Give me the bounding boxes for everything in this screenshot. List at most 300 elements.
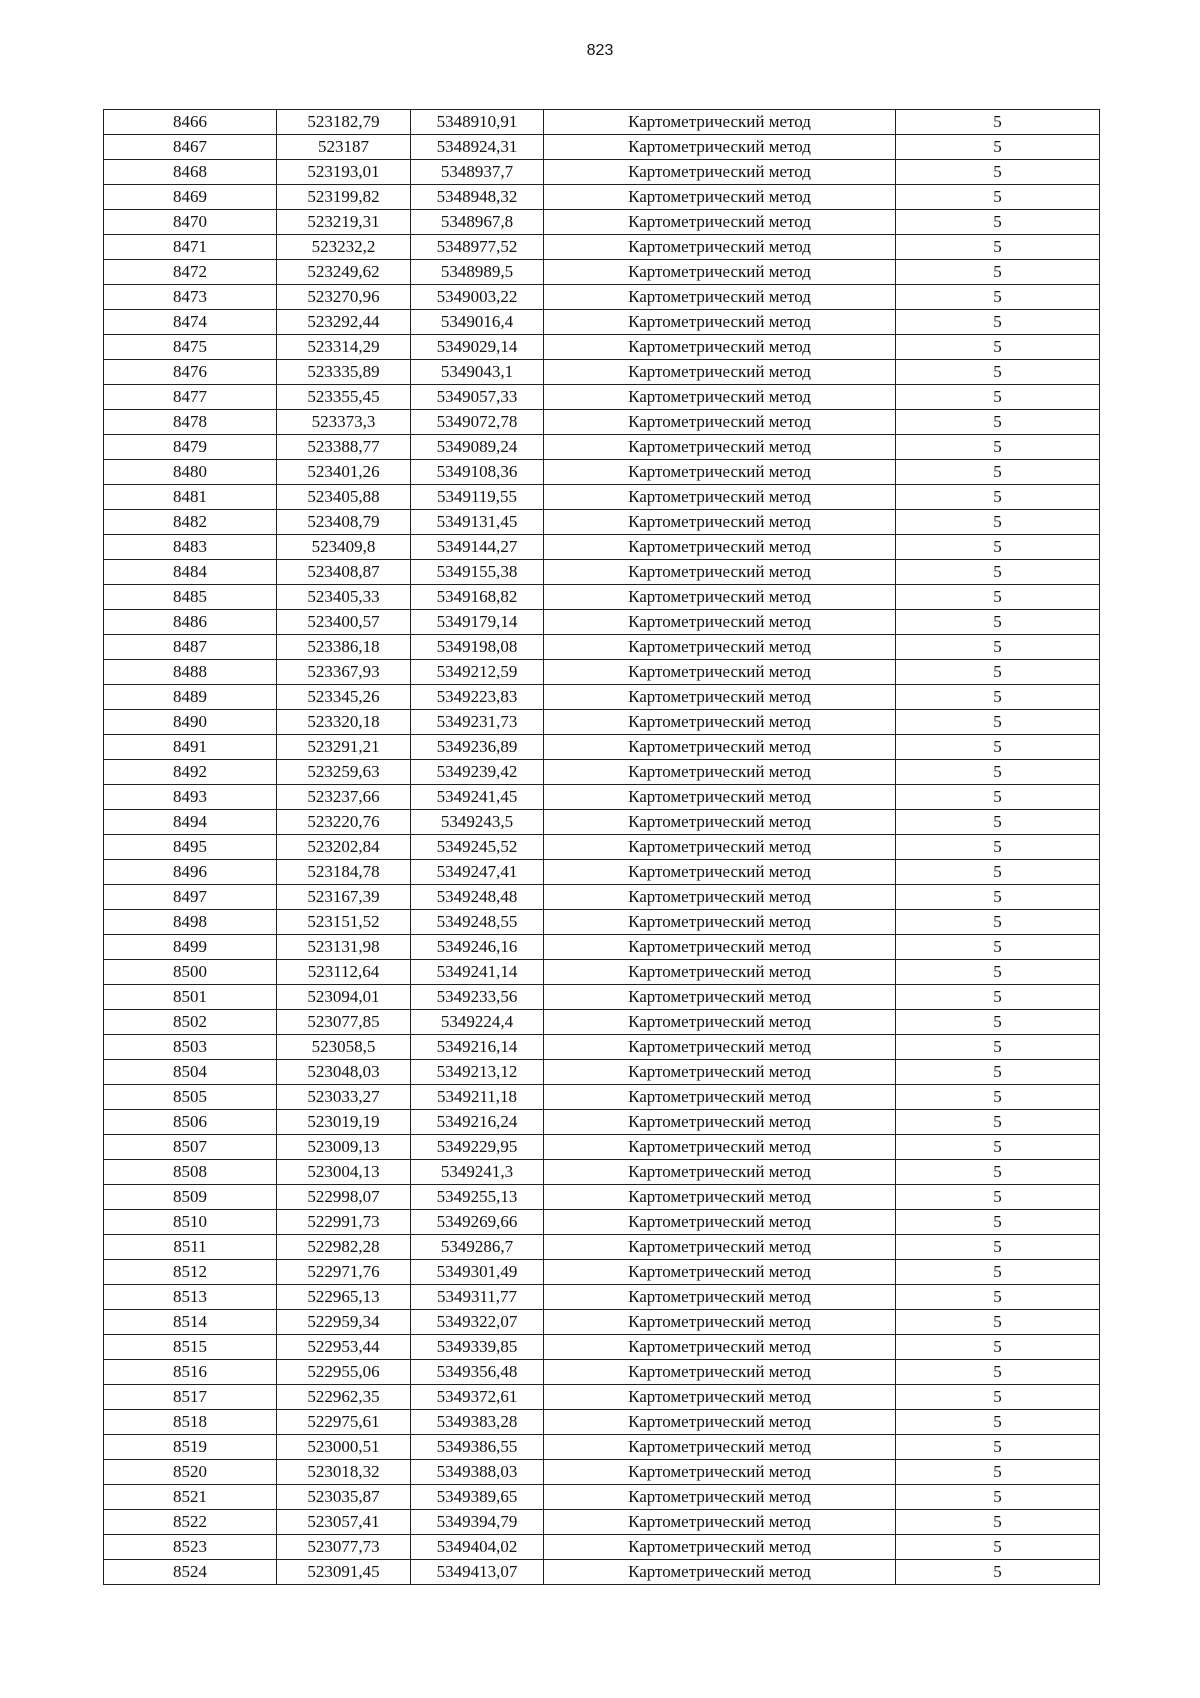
accuracy-cell: 5	[896, 760, 1100, 785]
y-coordinate-cell: 5349223,83	[411, 685, 544, 710]
x-coordinate-cell: 523291,21	[277, 735, 411, 760]
method-cell: Картометрический метод	[544, 1210, 896, 1235]
y-coordinate-cell: 5349301,49	[411, 1260, 544, 1285]
method-cell: Картометрический метод	[544, 835, 896, 860]
point-number-cell: 8512	[104, 1260, 277, 1285]
x-coordinate-cell: 523401,26	[277, 460, 411, 485]
method-cell: Картометрический метод	[544, 985, 896, 1010]
y-coordinate-cell: 5349239,42	[411, 760, 544, 785]
x-coordinate-cell: 523019,19	[277, 1110, 411, 1135]
y-coordinate-cell: 5349311,77	[411, 1285, 544, 1310]
x-coordinate-cell: 523314,29	[277, 335, 411, 360]
accuracy-cell: 5	[896, 1260, 1100, 1285]
point-number-cell: 8507	[104, 1135, 277, 1160]
accuracy-cell: 5	[896, 1110, 1100, 1135]
accuracy-cell: 5	[896, 360, 1100, 385]
y-coordinate-cell: 5349089,24	[411, 435, 544, 460]
point-number-cell: 8500	[104, 960, 277, 985]
point-number-cell: 8510	[104, 1210, 277, 1235]
y-coordinate-cell: 5349394,79	[411, 1510, 544, 1535]
point-number-cell: 8505	[104, 1085, 277, 1110]
point-number-cell: 8493	[104, 785, 277, 810]
point-number-cell: 8501	[104, 985, 277, 1010]
method-cell: Картометрический метод	[544, 1060, 896, 1085]
x-coordinate-cell: 522953,44	[277, 1335, 411, 1360]
accuracy-cell: 5	[896, 385, 1100, 410]
accuracy-cell: 5	[896, 885, 1100, 910]
y-coordinate-cell: 5349198,08	[411, 635, 544, 660]
table-row	[104, 1185, 1100, 1210]
accuracy-cell: 5	[896, 210, 1100, 235]
table-row	[104, 460, 1100, 485]
x-coordinate-cell: 523400,57	[277, 610, 411, 635]
table-row	[104, 1060, 1100, 1085]
x-coordinate-cell: 523077,73	[277, 1535, 411, 1560]
x-coordinate-cell: 522971,76	[277, 1260, 411, 1285]
method-cell: Картометрический метод	[544, 210, 896, 235]
method-cell: Картометрический метод	[544, 1285, 896, 1310]
x-coordinate-cell: 522959,34	[277, 1310, 411, 1335]
method-cell: Картометрический метод	[544, 760, 896, 785]
x-coordinate-cell: 523408,87	[277, 560, 411, 585]
point-number-cell: 8485	[104, 585, 277, 610]
y-coordinate-cell: 5349243,5	[411, 810, 544, 835]
point-number-cell: 8478	[104, 410, 277, 435]
x-coordinate-cell: 523232,2	[277, 235, 411, 260]
x-coordinate-cell: 522991,73	[277, 1210, 411, 1235]
table-row	[104, 985, 1100, 1010]
method-cell: Картометрический метод	[544, 585, 896, 610]
table-row	[104, 685, 1100, 710]
y-coordinate-cell: 5349131,45	[411, 510, 544, 535]
x-coordinate-cell: 523048,03	[277, 1060, 411, 1085]
x-coordinate-cell: 523408,79	[277, 510, 411, 535]
accuracy-cell: 5	[896, 260, 1100, 285]
x-coordinate-cell: 523259,63	[277, 760, 411, 785]
accuracy-cell: 5	[896, 1135, 1100, 1160]
point-number-cell: 8508	[104, 1160, 277, 1185]
y-coordinate-cell: 5349216,14	[411, 1035, 544, 1060]
table-row	[104, 1460, 1100, 1485]
table-row	[104, 160, 1100, 185]
table-row	[104, 535, 1100, 560]
x-coordinate-cell: 523405,88	[277, 485, 411, 510]
table-row	[104, 860, 1100, 885]
accuracy-cell: 5	[896, 110, 1100, 135]
table-row	[104, 735, 1100, 760]
table-row	[104, 385, 1100, 410]
point-number-cell: 8518	[104, 1410, 277, 1435]
y-coordinate-cell: 5349241,14	[411, 960, 544, 985]
accuracy-cell: 5	[896, 1060, 1100, 1085]
table-row	[104, 510, 1100, 535]
table-row	[104, 960, 1100, 985]
method-cell: Картометрический метод	[544, 735, 896, 760]
point-number-cell: 8509	[104, 1185, 277, 1210]
accuracy-cell: 5	[896, 1235, 1100, 1260]
method-cell: Картометрический метод	[544, 1560, 896, 1585]
accuracy-cell: 5	[896, 860, 1100, 885]
point-number-cell: 8520	[104, 1460, 277, 1485]
point-number-cell: 8513	[104, 1285, 277, 1310]
point-number-cell: 8519	[104, 1435, 277, 1460]
method-cell: Картометрический метод	[544, 1185, 896, 1210]
y-coordinate-cell: 5349388,03	[411, 1460, 544, 1485]
point-number-cell: 8515	[104, 1335, 277, 1360]
accuracy-cell: 5	[896, 185, 1100, 210]
method-cell: Картометрический метод	[544, 1010, 896, 1035]
point-number-cell: 8486	[104, 610, 277, 635]
y-coordinate-cell: 5349224,4	[411, 1010, 544, 1035]
accuracy-cell: 5	[896, 1460, 1100, 1485]
method-cell: Картометрический метод	[544, 1260, 896, 1285]
accuracy-cell: 5	[896, 285, 1100, 310]
table-row	[104, 810, 1100, 835]
table-row	[104, 1360, 1100, 1385]
method-cell: Картометрический метод	[544, 1135, 896, 1160]
y-coordinate-cell: 5348937,7	[411, 160, 544, 185]
point-number-cell: 8506	[104, 1110, 277, 1135]
table-row	[104, 585, 1100, 610]
x-coordinate-cell: 523388,77	[277, 435, 411, 460]
accuracy-cell: 5	[896, 735, 1100, 760]
table-row	[104, 1085, 1100, 1110]
x-coordinate-cell: 523193,01	[277, 160, 411, 185]
method-cell: Картометрический метод	[544, 1435, 896, 1460]
method-cell: Картометрический метод	[544, 710, 896, 735]
table-row	[104, 710, 1100, 735]
table-row	[104, 310, 1100, 335]
x-coordinate-cell: 522998,07	[277, 1185, 411, 1210]
method-cell: Картометрический метод	[544, 910, 896, 935]
coordinates-table-body	[104, 110, 1100, 1585]
x-coordinate-cell: 523131,98	[277, 935, 411, 960]
accuracy-cell: 5	[896, 310, 1100, 335]
x-coordinate-cell: 523004,13	[277, 1160, 411, 1185]
method-cell: Картометрический метод	[544, 1485, 896, 1510]
point-number-cell: 8466	[104, 110, 277, 135]
x-coordinate-cell: 523000,51	[277, 1435, 411, 1460]
table-row	[104, 1485, 1100, 1510]
table-row	[104, 485, 1100, 510]
table-row	[104, 835, 1100, 860]
point-number-cell: 8504	[104, 1060, 277, 1085]
table-row	[104, 1385, 1100, 1410]
y-coordinate-cell: 5349248,48	[411, 885, 544, 910]
method-cell: Картометрический метод	[544, 535, 896, 560]
accuracy-cell: 5	[896, 635, 1100, 660]
y-coordinate-cell: 5349322,07	[411, 1310, 544, 1335]
accuracy-cell: 5	[896, 1085, 1100, 1110]
accuracy-cell: 5	[896, 460, 1100, 485]
point-number-cell: 8481	[104, 485, 277, 510]
point-number-cell: 8503	[104, 1035, 277, 1060]
method-cell: Картометрический метод	[544, 1360, 896, 1385]
method-cell: Картометрический метод	[544, 485, 896, 510]
accuracy-cell: 5	[896, 1510, 1100, 1535]
method-cell: Картометрический метод	[544, 235, 896, 260]
table-row	[104, 210, 1100, 235]
table-row	[104, 360, 1100, 385]
accuracy-cell: 5	[896, 1010, 1100, 1035]
table-row	[104, 135, 1100, 160]
y-coordinate-cell: 5349211,18	[411, 1085, 544, 1110]
point-number-cell: 8484	[104, 560, 277, 585]
accuracy-cell: 5	[896, 960, 1100, 985]
x-coordinate-cell: 523409,8	[277, 535, 411, 560]
y-coordinate-cell: 5349168,82	[411, 585, 544, 610]
y-coordinate-cell: 5349229,95	[411, 1135, 544, 1160]
method-cell: Картометрический метод	[544, 1235, 896, 1260]
table-row	[104, 935, 1100, 960]
y-coordinate-cell: 5349144,27	[411, 535, 544, 560]
point-number-cell: 8496	[104, 860, 277, 885]
point-number-cell: 8483	[104, 535, 277, 560]
y-coordinate-cell: 5349016,4	[411, 310, 544, 335]
method-cell: Картометрический метод	[544, 1085, 896, 1110]
method-cell: Картометрический метод	[544, 460, 896, 485]
method-cell: Картометрический метод	[544, 1510, 896, 1535]
x-coordinate-cell: 523355,45	[277, 385, 411, 410]
table-row	[104, 110, 1100, 135]
table-row	[104, 1010, 1100, 1035]
method-cell: Картометрический метод	[544, 685, 896, 710]
x-coordinate-cell: 523077,85	[277, 1010, 411, 1035]
point-number-cell: 8477	[104, 385, 277, 410]
x-coordinate-cell: 523367,93	[277, 660, 411, 685]
method-cell: Картометрический метод	[544, 935, 896, 960]
y-coordinate-cell: 5348910,91	[411, 110, 544, 135]
point-number-cell: 8491	[104, 735, 277, 760]
y-coordinate-cell: 5349248,55	[411, 910, 544, 935]
y-coordinate-cell: 5349236,89	[411, 735, 544, 760]
y-coordinate-cell: 5349404,02	[411, 1535, 544, 1560]
point-number-cell: 8472	[104, 260, 277, 285]
x-coordinate-cell: 523249,62	[277, 260, 411, 285]
accuracy-cell: 5	[896, 510, 1100, 535]
point-number-cell: 8490	[104, 710, 277, 735]
method-cell: Картометрический метод	[544, 1035, 896, 1060]
table-row	[104, 1285, 1100, 1310]
table-row	[104, 1435, 1100, 1460]
accuracy-cell: 5	[896, 935, 1100, 960]
method-cell: Картометрический метод	[544, 785, 896, 810]
method-cell: Картометрический метод	[544, 385, 896, 410]
x-coordinate-cell: 523219,31	[277, 210, 411, 235]
x-coordinate-cell: 523386,18	[277, 635, 411, 660]
accuracy-cell: 5	[896, 1485, 1100, 1510]
y-coordinate-cell: 5349119,55	[411, 485, 544, 510]
x-coordinate-cell: 523237,66	[277, 785, 411, 810]
y-coordinate-cell: 5348989,5	[411, 260, 544, 285]
y-coordinate-cell: 5349372,61	[411, 1385, 544, 1410]
x-coordinate-cell: 523033,27	[277, 1085, 411, 1110]
method-cell: Картометрический метод	[544, 1310, 896, 1335]
point-number-cell: 8511	[104, 1235, 277, 1260]
x-coordinate-cell: 523220,76	[277, 810, 411, 835]
y-coordinate-cell: 5349383,28	[411, 1410, 544, 1435]
table-row	[104, 235, 1100, 260]
y-coordinate-cell: 5349233,56	[411, 985, 544, 1010]
table-row	[104, 1160, 1100, 1185]
table-row	[104, 410, 1100, 435]
table-row	[104, 660, 1100, 685]
point-number-cell: 8479	[104, 435, 277, 460]
y-coordinate-cell: 5348967,8	[411, 210, 544, 235]
y-coordinate-cell: 5349043,1	[411, 360, 544, 385]
accuracy-cell: 5	[896, 135, 1100, 160]
y-coordinate-cell: 5349246,16	[411, 935, 544, 960]
x-coordinate-cell: 523035,87	[277, 1485, 411, 1510]
table-row	[104, 635, 1100, 660]
x-coordinate-cell: 523091,45	[277, 1560, 411, 1585]
point-number-cell: 8489	[104, 685, 277, 710]
x-coordinate-cell: 523345,26	[277, 685, 411, 710]
y-coordinate-cell: 5349212,59	[411, 660, 544, 685]
method-cell: Картометрический метод	[544, 810, 896, 835]
table-row	[104, 1110, 1100, 1135]
table-row	[104, 1035, 1100, 1060]
point-number-cell: 8474	[104, 310, 277, 335]
y-coordinate-cell: 5349286,7	[411, 1235, 544, 1260]
point-number-cell: 8482	[104, 510, 277, 535]
y-coordinate-cell: 5349231,73	[411, 710, 544, 735]
x-coordinate-cell: 523094,01	[277, 985, 411, 1010]
x-coordinate-cell: 523057,41	[277, 1510, 411, 1535]
point-number-cell: 8487	[104, 635, 277, 660]
y-coordinate-cell: 5349255,13	[411, 1185, 544, 1210]
x-coordinate-cell: 522962,35	[277, 1385, 411, 1410]
accuracy-cell: 5	[896, 810, 1100, 835]
x-coordinate-cell: 522965,13	[277, 1285, 411, 1310]
x-coordinate-cell: 522955,06	[277, 1360, 411, 1385]
method-cell: Картометрический метод	[544, 285, 896, 310]
y-coordinate-cell: 5349389,65	[411, 1485, 544, 1510]
accuracy-cell: 5	[896, 535, 1100, 560]
page-number: 823	[586, 42, 614, 59]
method-cell: Картометрический метод	[544, 185, 896, 210]
method-cell: Картометрический метод	[544, 160, 896, 185]
point-number-cell: 8494	[104, 810, 277, 835]
table-row	[104, 910, 1100, 935]
method-cell: Картометрический метод	[544, 860, 896, 885]
x-coordinate-cell: 523018,32	[277, 1460, 411, 1485]
accuracy-cell: 5	[896, 235, 1100, 260]
x-coordinate-cell: 523202,84	[277, 835, 411, 860]
accuracy-cell: 5	[896, 1035, 1100, 1060]
method-cell: Картометрический метод	[544, 135, 896, 160]
table-row	[104, 335, 1100, 360]
accuracy-cell: 5	[896, 1210, 1100, 1235]
table-row	[104, 1310, 1100, 1335]
accuracy-cell: 5	[896, 485, 1100, 510]
method-cell: Картометрический метод	[544, 885, 896, 910]
table-row	[104, 1410, 1100, 1435]
accuracy-cell: 5	[896, 335, 1100, 360]
y-coordinate-cell: 5349057,33	[411, 385, 544, 410]
method-cell: Картометрический метод	[544, 310, 896, 335]
x-coordinate-cell: 523112,64	[277, 960, 411, 985]
accuracy-cell: 5	[896, 1410, 1100, 1435]
x-coordinate-cell: 523151,52	[277, 910, 411, 935]
point-number-cell: 8498	[104, 910, 277, 935]
table-row	[104, 185, 1100, 210]
accuracy-cell: 5	[896, 1360, 1100, 1385]
x-coordinate-cell: 523270,96	[277, 285, 411, 310]
method-cell: Картометрический метод	[544, 1160, 896, 1185]
x-coordinate-cell: 522975,61	[277, 1410, 411, 1435]
accuracy-cell: 5	[896, 1385, 1100, 1410]
y-coordinate-cell: 5349269,66	[411, 1210, 544, 1235]
y-coordinate-cell: 5349003,22	[411, 285, 544, 310]
accuracy-cell: 5	[896, 610, 1100, 635]
table-row	[104, 1210, 1100, 1235]
x-coordinate-cell: 523184,78	[277, 860, 411, 885]
accuracy-cell: 5	[896, 835, 1100, 860]
accuracy-cell: 5	[896, 435, 1100, 460]
accuracy-cell: 5	[896, 1310, 1100, 1335]
method-cell: Картометрический метод	[544, 410, 896, 435]
table-row	[104, 1260, 1100, 1285]
point-number-cell: 8524	[104, 1560, 277, 1585]
y-coordinate-cell: 5348924,31	[411, 135, 544, 160]
method-cell: Картометрический метод	[544, 635, 896, 660]
point-number-cell: 8523	[104, 1535, 277, 1560]
method-cell: Картометрический метод	[544, 435, 896, 460]
table-row	[104, 1535, 1100, 1560]
table-row	[104, 1510, 1100, 1535]
table-row	[104, 1235, 1100, 1260]
y-coordinate-cell: 5349155,38	[411, 560, 544, 585]
point-number-cell: 8488	[104, 660, 277, 685]
point-number-cell: 8469	[104, 185, 277, 210]
y-coordinate-cell: 5349072,78	[411, 410, 544, 435]
method-cell: Картометрический метод	[544, 560, 896, 585]
accuracy-cell: 5	[896, 1285, 1100, 1310]
point-number-cell: 8468	[104, 160, 277, 185]
method-cell: Картометрический метод	[544, 360, 896, 385]
point-number-cell: 8514	[104, 1310, 277, 1335]
x-coordinate-cell: 522982,28	[277, 1235, 411, 1260]
y-coordinate-cell: 5349247,41	[411, 860, 544, 885]
x-coordinate-cell: 523405,33	[277, 585, 411, 610]
accuracy-cell: 5	[896, 585, 1100, 610]
method-cell: Картометрический метод	[544, 1110, 896, 1135]
point-number-cell: 8470	[104, 210, 277, 235]
y-coordinate-cell: 5349339,85	[411, 1335, 544, 1360]
method-cell: Картометрический метод	[544, 660, 896, 685]
y-coordinate-cell: 5348948,32	[411, 185, 544, 210]
x-coordinate-cell: 523199,82	[277, 185, 411, 210]
method-cell: Картометрический метод	[544, 260, 896, 285]
x-coordinate-cell: 523320,18	[277, 710, 411, 735]
x-coordinate-cell: 523335,89	[277, 360, 411, 385]
accuracy-cell: 5	[896, 1335, 1100, 1360]
point-number-cell: 8521	[104, 1485, 277, 1510]
method-cell: Картометрический метод	[544, 510, 896, 535]
table-row	[104, 760, 1100, 785]
table-row	[104, 610, 1100, 635]
point-number-cell: 8475	[104, 335, 277, 360]
point-number-cell: 8471	[104, 235, 277, 260]
y-coordinate-cell: 5349179,14	[411, 610, 544, 635]
method-cell: Картометрический метод	[544, 1460, 896, 1485]
table-row	[104, 885, 1100, 910]
method-cell: Картометрический метод	[544, 610, 896, 635]
coordinates-table	[103, 109, 1100, 1585]
point-number-cell: 8497	[104, 885, 277, 910]
accuracy-cell: 5	[896, 1160, 1100, 1185]
